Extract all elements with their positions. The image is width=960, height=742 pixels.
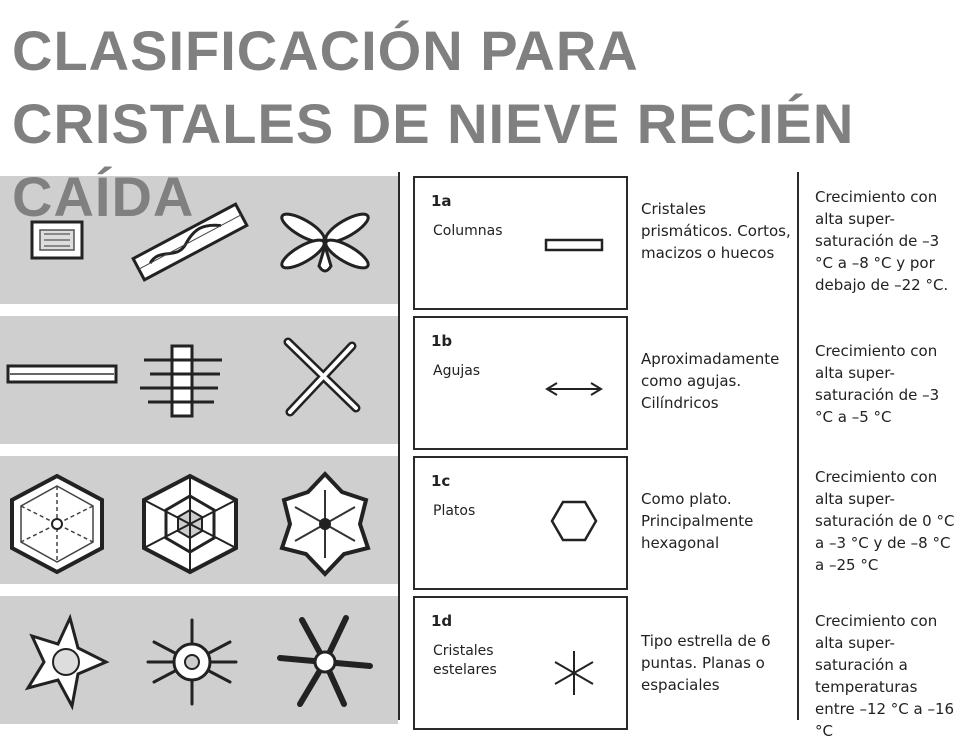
category-code: 1d — [431, 612, 453, 630]
category-code: 1b — [431, 332, 453, 350]
needle-crystal-images — [0, 316, 398, 444]
slide-title: CLASIFICACIÓN PARA CRISTALES DE NIEVE RECIÉN CAÍDA — [12, 19, 855, 228]
column-divider-left — [398, 172, 400, 720]
category-description: Tipo estrella de 6 puntas. Planas o espaciales — [641, 632, 771, 694]
category-name: Columnas — [433, 223, 503, 239]
category-name: Platos — [433, 503, 476, 519]
photo-band-plates — [0, 456, 398, 584]
growth-condition: Crecimiento con alta super-saturación de 0 °C a –3 °C y de –8 °C a –25 °C — [815, 468, 955, 574]
category-name: Cristales estelares — [433, 643, 497, 678]
category-box-plates — [413, 456, 628, 590]
category-box-needles — [413, 316, 628, 450]
double-arrow-icon — [543, 358, 605, 420]
photo-band-needles — [0, 316, 398, 444]
hexagon-icon — [543, 490, 605, 552]
plate-crystal-images — [0, 456, 398, 584]
growth-condition: Crecimiento con alta super-saturación de –3 °C a –5 °C — [815, 342, 940, 426]
category-description: Aproximadamente como agujas. Cilíndricos — [641, 350, 780, 412]
category-description: Cristales prismáticos. Cortos, macizos o huecos — [641, 200, 791, 262]
category-code: 1c — [431, 472, 451, 490]
category-description: Como plato. Principalmente hexagonal — [641, 490, 754, 552]
category-code: 1a — [431, 192, 452, 210]
growth-condition: Crecimiento con alta super-saturación de –3 °C a –8 °C y por debajo de –22 °C. — [815, 188, 949, 294]
growth-condition: Crecimiento con alta super-saturación a temperaturas entre –12 °C a –16 °C — [815, 612, 955, 740]
star-icon — [543, 642, 605, 704]
stellar-crystal-images — [0, 596, 398, 724]
photo-band-stellar — [0, 596, 398, 724]
category-name: Agujas — [433, 363, 481, 379]
category-box-stellar — [413, 596, 628, 730]
column-divider-right — [797, 172, 799, 720]
